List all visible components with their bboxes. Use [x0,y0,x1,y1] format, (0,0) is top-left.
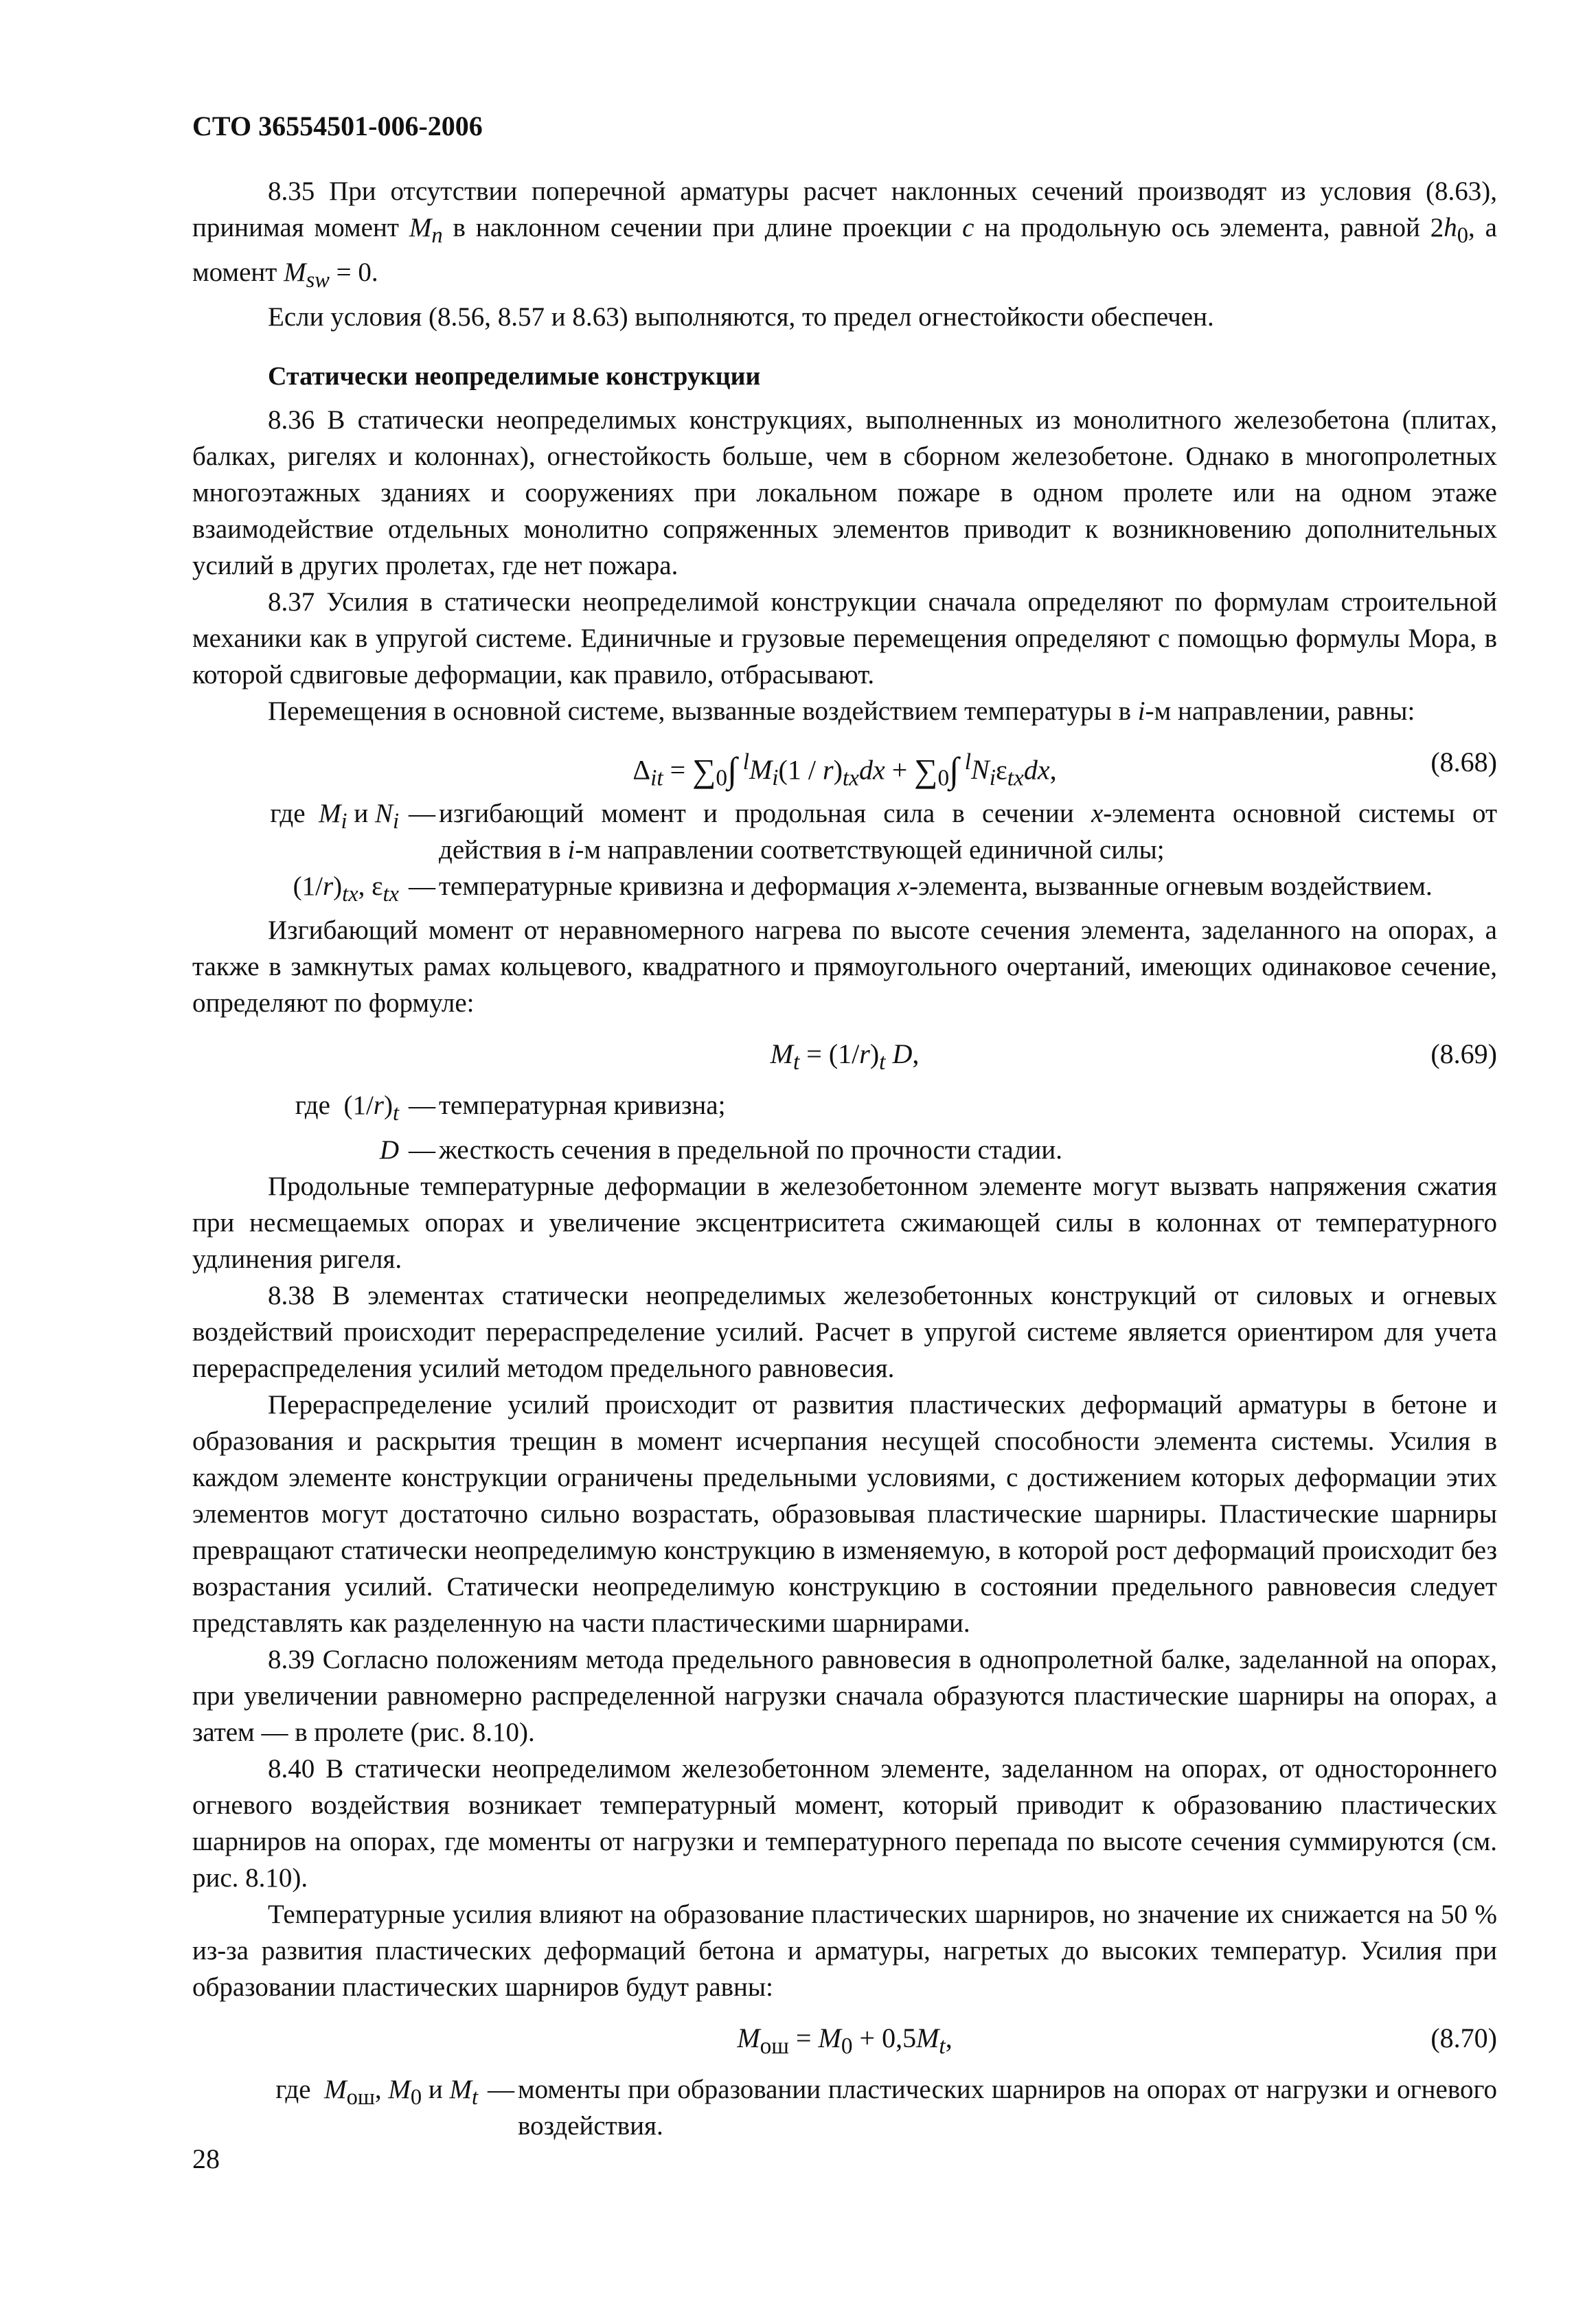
paragraph-8-35-conclusion: Если условия (8.56, 8.57 и 8.63) выполняются, то предел огнестойкости обеспечен. [268,301,1214,332]
paragraph-8-40: 8.40 В статически неопределимом железобетонном элементе, заделанном на опорах, от одностороннего огневого воздействия возникает температурный момент, который приводит к образованию пластических шарниров на опорах, где моменты от нагрузки и температурного перепада по высоте сечения суммируются (см. рис. 8.10). [192,1754,1497,1893]
definition-dash: — [409,798,435,828]
paragraph-longitudinal-deformations: Продольные температурные деформации в железобетонном элементе могут вызвать напряжения сжатия при несмещаемых опорах и увеличение эксцентриситета сжимающей силы в колоннах от температурного удлинения ригеля. [192,1172,1497,1275]
integral-sign-icon: ∫ [949,750,959,790]
paragraph-8-36: 8.36 В статически неопределимых конструкциях, выполненных из монолитного железобетона (плитах, балках, ригелях и колоннах), огнестойкость больше, чем в сборном железобетоне. Однако в многопролетных многоэтажных зданиях и сооружениях при локальном пожаре в одном пролете или на одном этаже взаимодействие отдельных монолитно сопряженных элементов приводит к возникновению дополнительных усилий в других пролетах, где нет пожара. [192,405,1497,580]
definition-text: моменты при образовании пластических шарниров на опорах от нагрузки и огневого воздействия. [518,2075,1497,2141]
formula-8-68 [192,729,1497,795]
formula-8-68-number: (8.68) [1430,746,1497,777]
definition-text: температурные кривизна и деформация x-элемента, вызванные огневым воздействием. [439,871,1433,901]
formula-8-69 [192,1021,1497,1087]
paragraph-8-37-displacements: Перемещения в основной системе, вызванные воздействием температуры в i-м направлении, равны: [268,696,1415,726]
definition-text: температурная кривизна; [439,1091,726,1121]
definition-stiffness [192,1132,1497,1168]
definition-hinge-moments [192,2071,1497,2144]
page-number: 28 [192,2143,220,2174]
summation-sign-icon: ∑ [914,752,938,789]
summation-sign-icon: ∑ [692,752,716,789]
paragraph-8-38-redistribution: Перераспределение усилий происходит от развития пластических деформаций арматуры в бетоне и образования и раскрытия трещин в момент исчерпания несущей способности элемента системы. Усилия в каждом элементе конструкции ограничены предельными условиями, с достижением которых деформации этих элементов могут достаточно сильно возрастать, образовывая пластические шарниры. Пластические шарниры превращают статически неопределимую конструкцию в изменяемую, в которой рост деформаций происходит без возрастания усилий. Статически неопределимую конструкцию в состоянии предельного равновесия следует представлять как разделенную на части пластическими шарнирами. [192,1390,1497,1639]
document-header: СТО 36554501-006-2006 [192,111,483,141]
formula-8-70 [192,2005,1497,2071]
definition-text: жесткость сечения в предельной по прочности стадии. [439,1135,1062,1165]
paragraph-8-40-temperature-forces: Температурные усилия влияют на образование пластических шарниров, но значение их снижается на 50 % из-за развития пластических деформаций бетона и арматуры, нагретых до высоких температур. Усилия при образовании пластических шарниров будут равны: [192,1900,1497,2003]
definition-curvature-strain [192,868,1497,913]
definition-label: $(1/r)_{tx}$, $\varepsilon_{tx}$ [293,871,399,907]
definition-text: изгибающий момент и продольная сила в сечении x-элемента основной системы от действия в i-м направлении соответствующей единичной силы; [439,798,1497,865]
document-page [192,110,1497,2144]
definition-label: где $M_i$ и $N_i$ [270,798,399,834]
definition-label: где $(1/r)_t$ [295,1091,399,1126]
definition-dash: — [409,871,435,901]
paragraph-8-35: 8.35 При отсутствии поперечной арматуры расчет наклонных сечений производят из условия (8.63), принимая момент $M_n$ в наклонном сечении при длине проекции c на продольную ось элемента, равной $2h_0$, а момент $M_{sw} = 0$. [192,176,1497,293]
definition-label: D [379,1135,399,1165]
formula-8-70-expression: $M_{ош} = M_0 + 0,5M_t$, [737,2023,953,2060]
formula-8-70-number: (8.70) [1430,2023,1497,2054]
definition-dash: — [409,1091,435,1121]
definition-label: где $M_{ош}$, $M_0$ и $M_t$ [275,2075,478,2110]
paragraph-bending-moment: Изгибающий момент от неравномерного нагрева по высоте сечения элемента, заделанного на опорах, а также в замкнутых рамах кольцевого, квадратного и прямоугольного очертаний, имеющих одинаковое сечение, определяют по формуле: [192,915,1497,1018]
formula-8-68-expression: $\Delta_{it} = \sum_0\int$ $^lM_i(1 / r)_{tx}dx + \sum_0\int$ $^lN_i\varepsilon_{tx}dx$, [632,749,1057,790]
definition-dash: — [488,2075,514,2105]
section-subheading: Статически неопределимые конструкции [268,361,761,391]
paragraph-8-37: 8.37 Усилия в статически неопределимой конструкции сначала определяют по формулам строительной механики как в упругой системе. Единичные и грузовые перемещения определяют с помощью формулы Мора, в которой сдвиговые деформации, как правило, отбрасывают. [192,586,1497,690]
paragraph-8-38: 8.38 В элементах статически неопределимых железобетонных конструкций от силовых и огневых воздействий происходит перераспределение усилий. Расчет в упругой системе является ориентиром для учета перераспределения усилий методом предельного равновесия. [192,1281,1497,1384]
formula-8-69-number: (8.69) [1430,1038,1497,1070]
formula-8-69-expression: $M_t = (1/r)_t$ D, [770,1038,920,1075]
paragraph-8-39: 8.39 Согласно положениям метода предельного равновесия в однопролетной балке, заделанной на опорах, при увеличении равномерно распределенной нагрузки сначала образуются пластические шарниры на опорах, а затем — в пролете (рис. 8.10). [192,1645,1497,1748]
integral-sign-icon: ∫ [727,750,738,790]
definition-dash: — [409,1135,435,1165]
